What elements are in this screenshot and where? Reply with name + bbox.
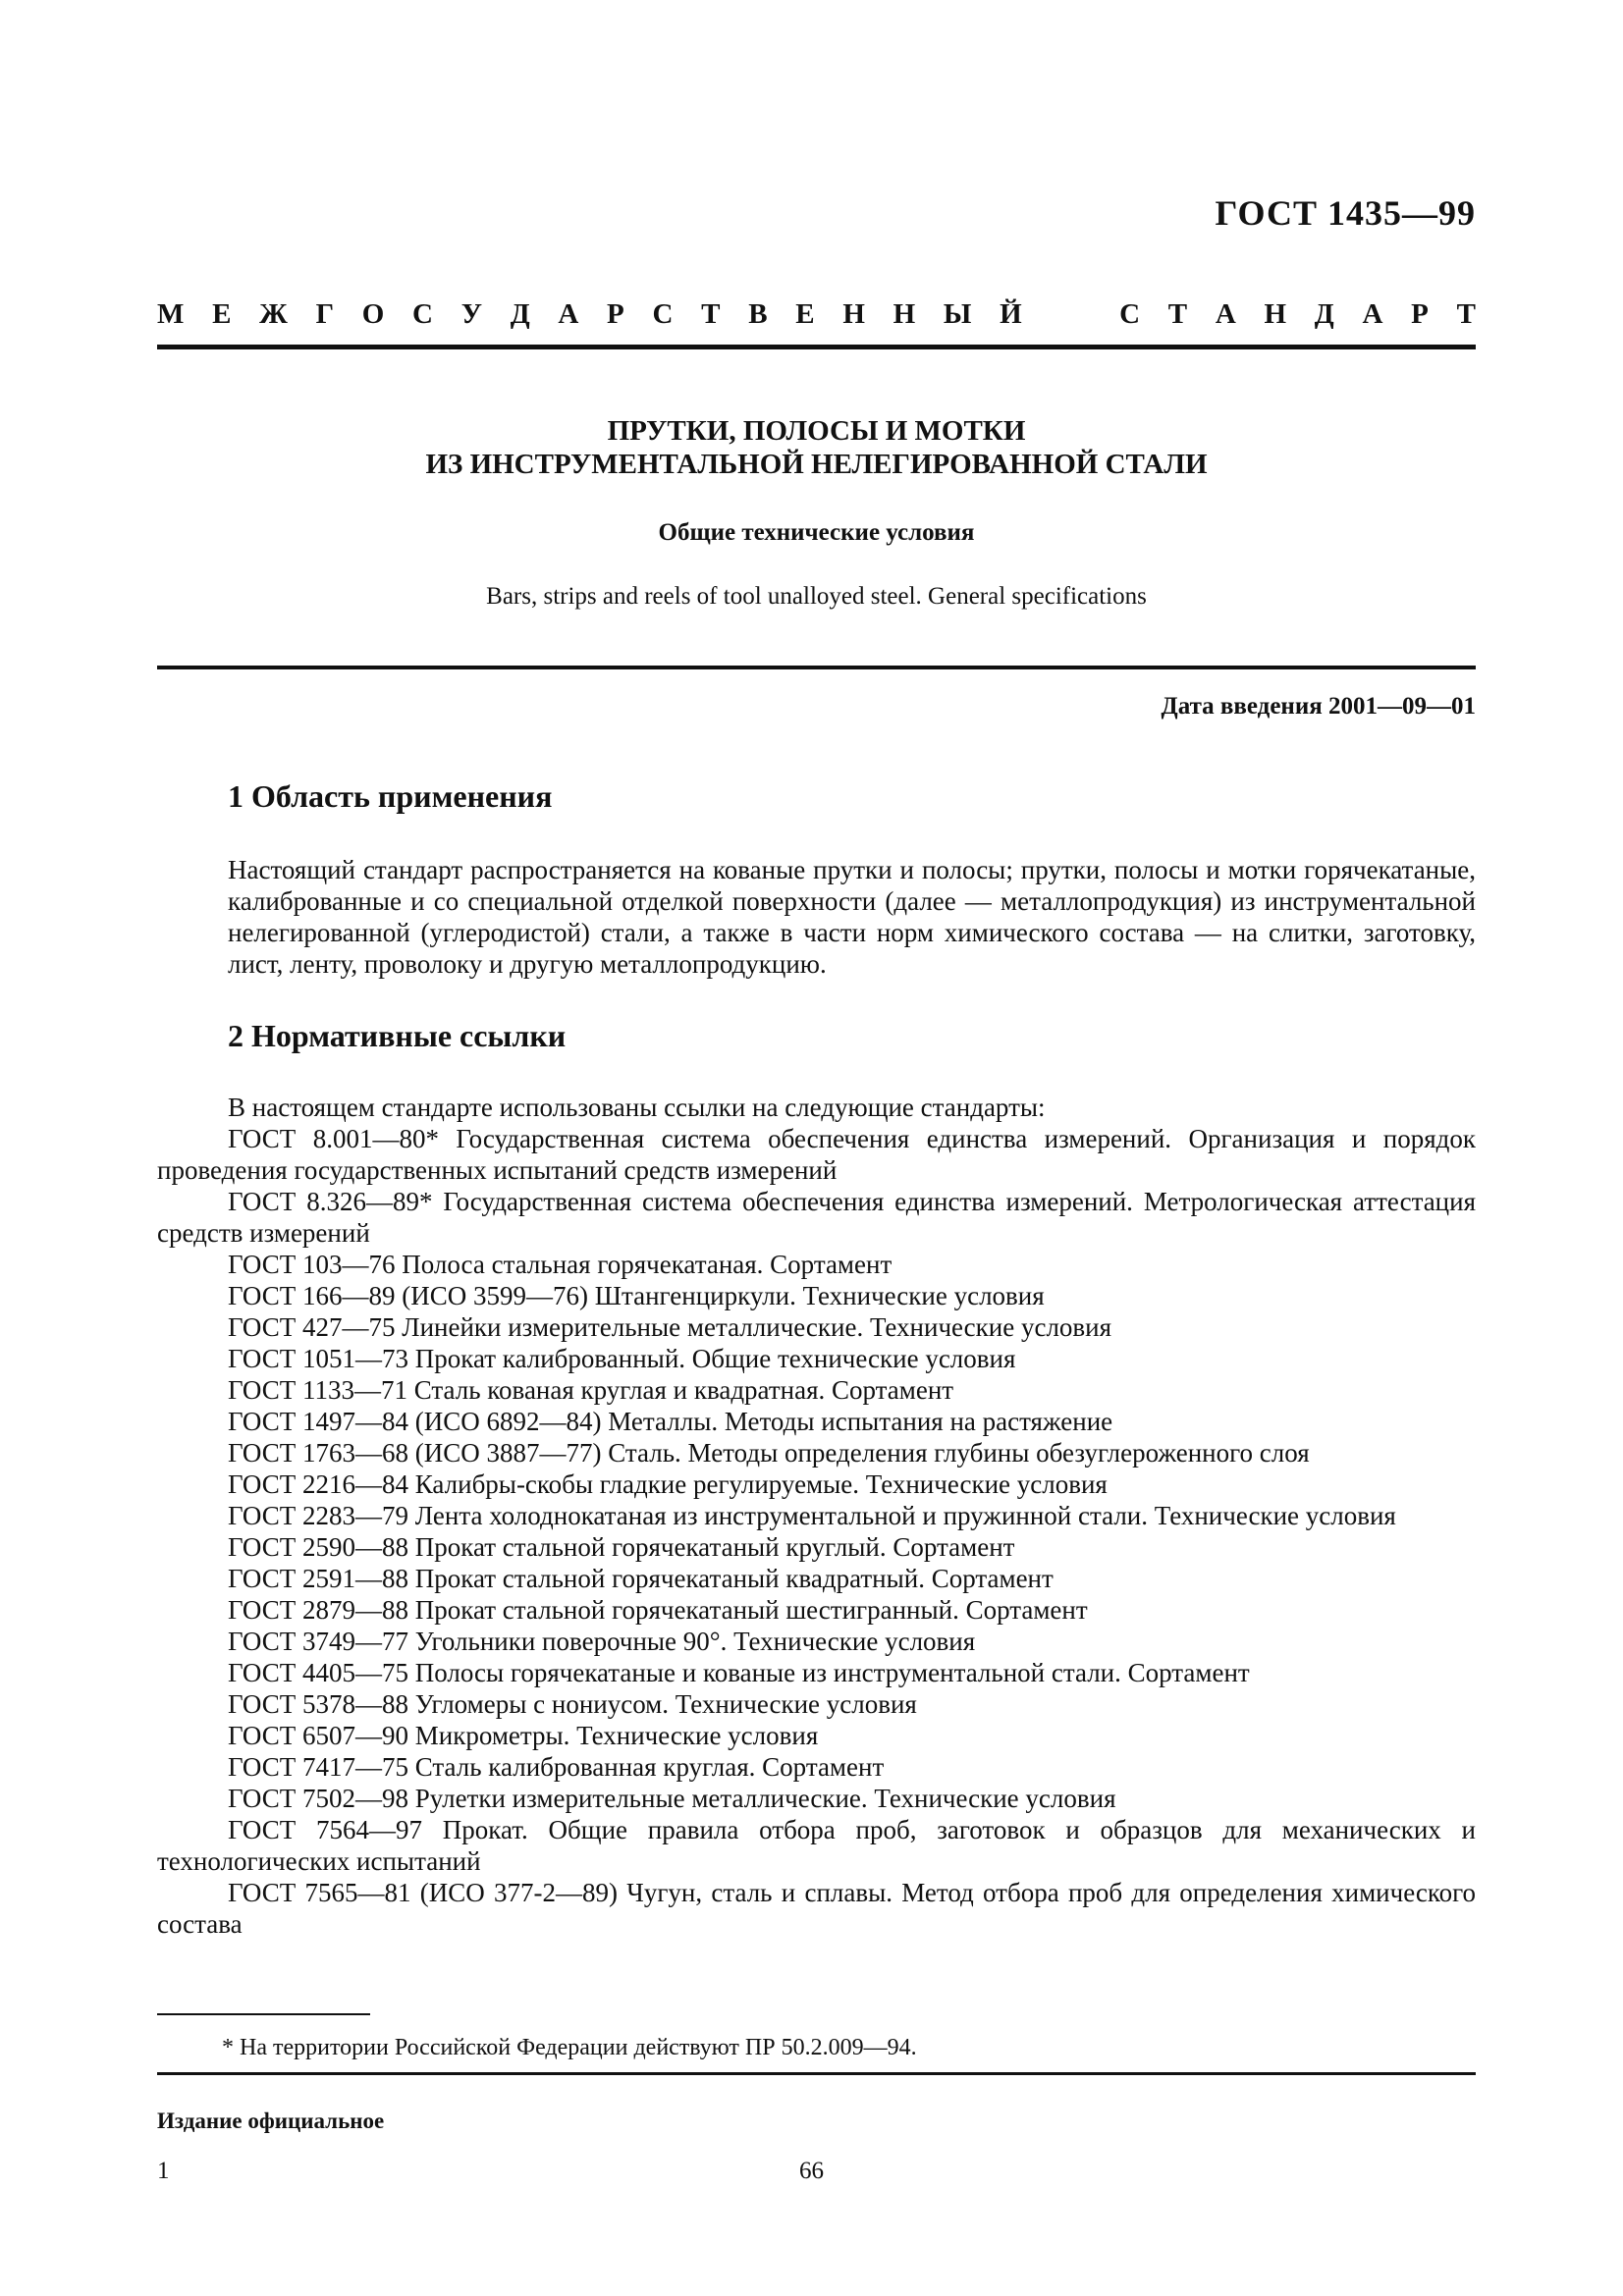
header-divider: [157, 345, 1476, 349]
letter: Е: [212, 298, 232, 330]
reference-item: ГОСТ 2216—84 Калибры-скобы гладкие регулируемые. Технические условия: [228, 1469, 1108, 1499]
letter: Т: [701, 298, 721, 330]
letter: С: [1119, 298, 1141, 330]
section-1-paragraph: Настоящий стандарт распространяется на кованые прутки и полосы; прутки, полосы и мотки горячекатаные, калиброванные и со специальной отделкой поверхности (далее — металлопродукция) из инструментальной нелегированной (углеродистой) стали, а также в части норм химического состава — на слитки, заготовку, лист, ленту, проволоку и другую металлопродукцию.: [228, 855, 1476, 979]
document-subtitle: Общие технические условия: [658, 519, 975, 546]
sheet-number: 1: [157, 2158, 170, 2184]
reference-item: ГОСТ 1051—73 Прокат калиброванный. Общие технические условия: [228, 1344, 1016, 1373]
letter: Ы: [943, 298, 972, 330]
references-intro: В настоящем стандарте использованы ссылки на следующие стандарты:: [228, 1093, 1046, 1122]
reference-item: ГОСТ 8.326—89* Государственная система обеспечения единства измерений. Метрологическая аттестация средств измерений: [157, 1187, 1476, 1248]
references-list: [157, 1092, 1476, 1940]
letter: Т: [1167, 298, 1188, 330]
title-line-2: ИЗ ИНСТРУМЕНТАЛЬНОЙ НЕЛЕГИРОВАННОЙ СТАЛИ: [425, 449, 1208, 480]
reference-item: ГОСТ 1763—68 (ИСО 3887—77) Сталь. Методы определения глубины обезуглероженного слоя: [228, 1438, 1310, 1468]
standard-type-heading: [157, 298, 1476, 331]
title-line-1: ПРУТКИ, ПОЛОСЫ И МОТКИ: [607, 415, 1026, 447]
reference-item: ГОСТ 166—89 (ИСО 3599—76) Штангенциркули. Технические условия: [228, 1281, 1045, 1310]
footnote-divider: [157, 2013, 370, 2015]
reference-item: ГОСТ 7565—81 (ИСО 377-2—89) Чугун, сталь и сплавы. Метод отбора проб для определения химического состава: [157, 1878, 1476, 1939]
letter: Е: [795, 298, 815, 330]
letter: Н: [893, 298, 916, 330]
reference-item: ГОСТ 2590—88 Прокат стальной горячекатаный круглый. Сортамент: [228, 1532, 1015, 1562]
letter: С: [412, 298, 433, 330]
section-2-heading: 2 Нормативные ссылки: [228, 1018, 567, 1053]
letter: Д: [510, 298, 530, 330]
reference-item: ГОСТ 2283—79 Лента холоднокатаная из инструментальной и пружинной стали. Технические условия: [228, 1501, 1396, 1530]
section-1-text: [157, 854, 1476, 980]
reference-item: ГОСТ 103—76 Полоса стальная горячекатаная. Сортамент: [228, 1250, 893, 1279]
letter: Г: [315, 298, 335, 330]
reference-item: ГОСТ 2879—88 Прокат стальной горячекатаный шестигранный. Сортамент: [228, 1595, 1088, 1625]
introduction-date: Дата введения 2001—09—01: [1161, 693, 1476, 720]
section-1-heading: 1 Область применения: [228, 778, 553, 814]
reference-item: ГОСТ 2591—88 Прокат стальной горячекатаный квадратный. Сортамент: [228, 1564, 1054, 1593]
letter: Р: [607, 298, 624, 330]
document-title: [157, 414, 1476, 481]
edition-label: Издание официальное: [157, 2109, 385, 2133]
footer-divider: [157, 2072, 1476, 2075]
letter: А: [1215, 298, 1236, 330]
reference-item: ГОСТ 7502—98 Рулетки измерительные металлические. Технические условия: [228, 1784, 1116, 1813]
reference-item: ГОСТ 3749—77 Угольники поверочные 90°. Технические условия: [228, 1627, 976, 1656]
english-title: Bars, strips and reels of tool unalloyed steel. General specifications: [486, 583, 1147, 610]
reference-item: ГОСТ 427—75 Линейки измерительные металлические. Технические условия: [228, 1312, 1112, 1342]
page-number: 66: [799, 2158, 824, 2184]
letter: С: [652, 298, 674, 330]
letter: О: [361, 298, 385, 330]
reference-item: ГОСТ 4405—75 Полосы горячекатаные и кованые из инструментальной стали. Сортамент: [228, 1658, 1250, 1687]
reference-item: ГОСТ 5378—88 Угломеры с нониусом. Технические условия: [228, 1689, 917, 1719]
letter: М: [157, 298, 185, 330]
letter: В: [748, 298, 768, 330]
reference-item: ГОСТ 1133—71 Сталь кованая круглая и квадратная. Сортамент: [228, 1375, 954, 1405]
letter: Ж: [259, 298, 288, 330]
letter: Н: [1264, 298, 1287, 330]
letter: Р: [1411, 298, 1429, 330]
letter: Д: [1314, 298, 1334, 330]
reference-item: ГОСТ 8.001—80* Государственная система обеспечения единства измерений. Организация и порядок проведения государственных испытаний средств измерений: [157, 1124, 1476, 1185]
letter: Й: [1000, 298, 1022, 330]
gost-number: ГОСТ 1435—99: [1215, 193, 1476, 233]
letter: Н: [842, 298, 865, 330]
reference-item: ГОСТ 7417—75 Сталь калиброванная круглая. Сортамент: [228, 1752, 885, 1782]
letter: Т: [1456, 298, 1476, 330]
letter: У: [460, 298, 482, 330]
letter: А: [558, 298, 579, 330]
reference-item: ГОСТ 6507—90 Микрометры. Технические условия: [228, 1721, 819, 1750]
letter: А: [1362, 298, 1383, 330]
footnote: * На территории Российской Федерации действуют ПР 50.2.009—94.: [222, 2035, 917, 2060]
title-divider: [157, 666, 1476, 669]
word-gap: [1050, 298, 1091, 331]
reference-item: ГОСТ 7564—97 Прокат. Общие правила отбора проб, заготовок и образцов для механических и технологических испытаний: [157, 1815, 1476, 1876]
reference-item: ГОСТ 1497—84 (ИСО 6892—84) Металлы. Методы испытания на растяжение: [228, 1407, 1113, 1436]
